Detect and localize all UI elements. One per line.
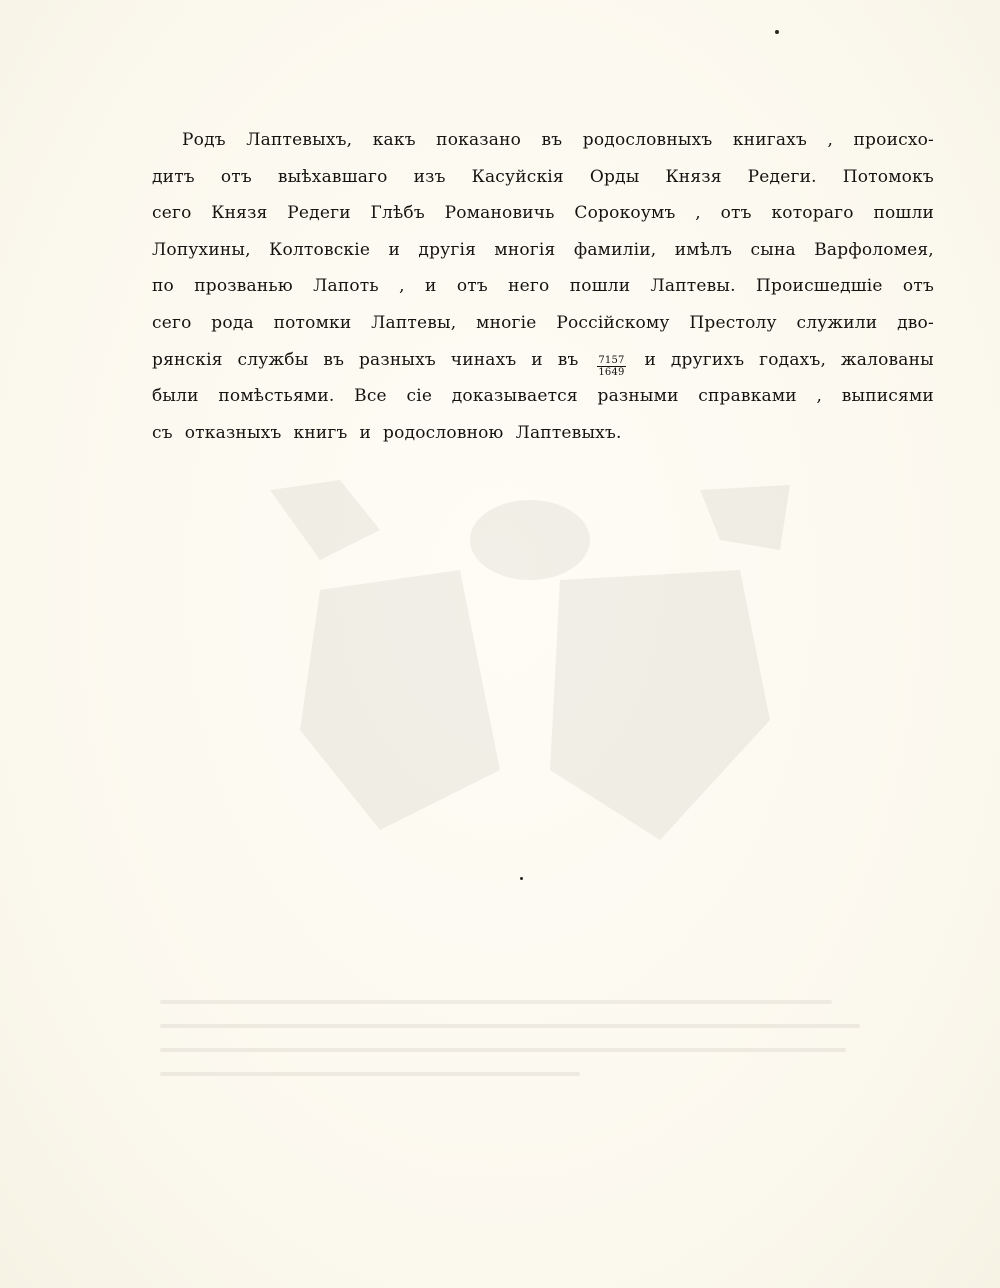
document-paragraph	[152, 130, 934, 459]
word: фамиліи,	[573, 239, 657, 260]
bleed-through-text-lines	[160, 1000, 860, 1150]
word: изъ	[413, 166, 446, 187]
word: рода	[211, 312, 254, 333]
word: Все	[354, 386, 387, 407]
word: Романовичь	[444, 203, 555, 224]
word: разными	[597, 386, 679, 407]
word: многія	[494, 239, 556, 260]
word: ,	[399, 276, 405, 297]
word: Россійскому	[556, 312, 670, 333]
word: прозванью	[194, 276, 293, 297]
word: Орды	[589, 166, 640, 187]
year-fraction-top: 7157	[598, 354, 625, 366]
word: и	[425, 276, 437, 297]
word: Потомокъ	[842, 166, 934, 187]
bleed-through-coat-of-arms	[260, 470, 800, 850]
word: службы	[237, 349, 309, 370]
word: Лаптевы,	[371, 312, 457, 333]
word: Редеги.	[747, 166, 817, 187]
word: Касуйскія	[471, 166, 564, 187]
word: и	[644, 349, 656, 370]
word: пошли	[569, 276, 631, 297]
word: родословною	[383, 422, 504, 443]
word: отъ	[902, 276, 934, 297]
word: Родъ	[182, 130, 226, 150]
word: жалованы	[840, 349, 934, 370]
word: показано	[436, 130, 522, 150]
word: въ	[541, 130, 563, 150]
word: сына	[750, 239, 796, 260]
word: доказывается	[451, 386, 578, 407]
word: книгъ	[293, 422, 348, 443]
word: Редеги	[287, 203, 351, 224]
text-line-8	[152, 386, 934, 423]
word: и	[531, 349, 543, 370]
year-fraction	[597, 355, 625, 378]
word: сіе	[406, 386, 433, 407]
word: другія	[418, 239, 477, 260]
word: него	[508, 276, 550, 297]
word: и	[359, 422, 372, 443]
word: по	[152, 276, 174, 297]
word: какъ	[372, 130, 416, 150]
word: справками	[698, 386, 797, 407]
word: многіе	[476, 312, 537, 333]
word: въ	[323, 349, 345, 370]
word: Лаптевы.	[650, 276, 736, 297]
text-line-9	[152, 423, 934, 460]
word: чинахъ	[450, 349, 517, 370]
text-line-5	[152, 276, 934, 313]
word: другихъ	[670, 349, 745, 370]
word: происхо-	[853, 130, 934, 150]
text-line-1	[152, 130, 934, 167]
word: отъ	[220, 166, 252, 187]
word: Престолу	[689, 312, 777, 333]
word: въ	[557, 349, 579, 370]
word: Князя	[665, 166, 722, 187]
word: Колтовскіе	[269, 239, 371, 260]
word: Князя	[211, 203, 268, 224]
word: отъ	[456, 276, 488, 297]
ink-speck-mid	[520, 877, 523, 880]
word: пошли	[873, 203, 934, 224]
word: выписями	[841, 386, 934, 407]
word: потомки	[273, 312, 352, 333]
word: дво-	[897, 312, 934, 333]
word: родословныхъ	[582, 130, 713, 150]
word: котораго	[771, 203, 854, 224]
text-line-3	[152, 203, 934, 240]
word: книгахъ	[732, 130, 807, 150]
word: Сорокоумъ	[574, 203, 676, 224]
word: разныхъ	[358, 349, 436, 370]
word: Происшедшіе	[756, 276, 883, 297]
word: съ	[152, 422, 173, 443]
word: дитъ	[152, 166, 195, 187]
word: отъ	[720, 203, 752, 224]
text-line-7	[152, 350, 934, 387]
word: были	[152, 386, 199, 407]
text-line-2	[152, 167, 934, 204]
text-line-6	[152, 313, 934, 350]
word: отказныхъ	[184, 422, 282, 443]
word: Лаптевыхъ.	[515, 422, 622, 443]
word: Лопухины,	[152, 239, 251, 260]
word: Варфоломея,	[814, 239, 934, 260]
word: годахъ,	[759, 349, 827, 370]
word: имѣлъ	[674, 239, 733, 260]
word: Глѣбъ	[370, 203, 425, 224]
word: служили	[796, 312, 878, 333]
word: сего	[152, 203, 192, 224]
ink-speck-top	[775, 30, 779, 34]
word: ,	[816, 386, 823, 407]
word: ,	[695, 203, 701, 224]
word: Лаптевыхъ,	[246, 130, 353, 150]
word: ,	[827, 130, 834, 150]
word: помѣстьями.	[218, 386, 335, 407]
year-fraction-bottom: 1649	[598, 366, 625, 378]
word: выѣхавшаго	[277, 166, 388, 187]
word: сего	[152, 312, 192, 333]
word: рянскія	[152, 349, 223, 370]
word: Лапоть	[313, 276, 379, 297]
word: и	[388, 239, 401, 260]
text-line-4	[152, 240, 934, 277]
